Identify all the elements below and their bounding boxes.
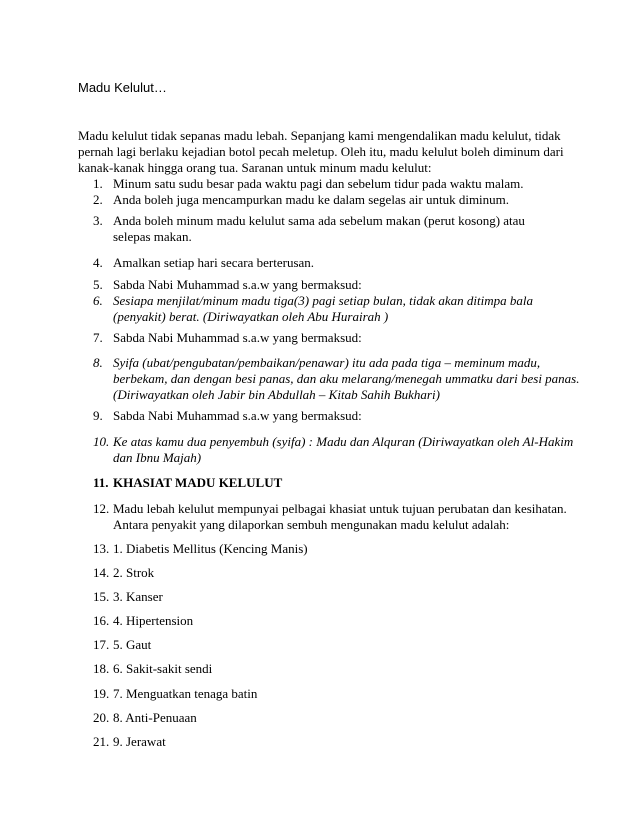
list-item-number: 18. (93, 661, 110, 676)
list-item-number: 3. (93, 213, 103, 228)
list-item (93, 176, 573, 192)
intro-line: pernah lagi berlaku kejadian botol pecah meletup. Oleh itu, madu kelulut boleh diminum dari (78, 144, 564, 159)
list-item (93, 565, 573, 581)
list-item-text: Ke atas kamu dua penyembuh (syifa) : Madu dan Alquran (Diriwayatkan oleh Al-Hakim (113, 434, 574, 449)
list-item (93, 213, 573, 245)
list-item-number: 2. (93, 192, 103, 207)
list-item (93, 661, 573, 677)
list-item-text: Syifa (ubat/pengubatan/pembaikan/penawar) itu ada pada tiga – meminum madu, (113, 355, 541, 370)
list-item-number: 20. (93, 710, 110, 725)
list-item-number: 19. (93, 686, 110, 701)
list-item-text: Antara penyakit yang dilaporkan sembuh mengunakan madu kelulut adalah: (113, 517, 510, 532)
list-item-number: 9. (93, 408, 103, 423)
list-item-number: 21. (93, 734, 110, 749)
list-item-text: (Diriwayatkan oleh Jabir bin Abdullah – Kitab Sahih Bukhari) (113, 387, 440, 402)
list-item (93, 710, 573, 726)
list-item-text: Anda boleh juga mencampurkan madu ke dalam segelas air untuk diminum. (113, 192, 510, 207)
list-item-text: Minum satu sudu besar pada waktu pagi dan sebelum tidur pada waktu malam. (113, 176, 524, 191)
list-item-text: 5. Gaut (113, 637, 152, 652)
list-item-number: 16. (93, 613, 110, 628)
intro-paragraph (78, 128, 578, 176)
list-item (93, 277, 573, 293)
list-item-number: 15. (93, 589, 110, 604)
list-item (93, 734, 573, 750)
list-item-text: 2. Strok (113, 565, 155, 580)
list-item (93, 541, 573, 557)
list-item-number: 4. (93, 255, 103, 270)
section-heading: KHASIAT MADU KELULUT (113, 475, 283, 490)
list-item-number: 11. (93, 475, 109, 490)
intro-line: Madu kelulut tidak sepanas madu lebah. Sepanjang kami mengendalikan madu kelulut, tidak (78, 128, 561, 143)
list-item-number: 6. (93, 293, 103, 308)
list-item (93, 293, 573, 325)
list-item (93, 434, 573, 466)
intro-line: kanak-kanak hingga orang tua. Saranan untuk minum madu kelulut: (78, 160, 432, 175)
list-item-text: Anda boleh minum madu kelulut sama ada sebelum makan (perut kosong) atau (113, 213, 525, 228)
list-item-text: (penyakit) berat. (Diriwayatkan oleh Abu Hurairah ) (113, 309, 389, 324)
list-item-text: selepas makan. (113, 229, 192, 244)
list-item-number: 13. (93, 541, 110, 556)
list-item-text: 4. Hipertension (113, 613, 194, 628)
list-item-number: 5. (93, 277, 103, 292)
document-title: Madu Kelulut… (78, 80, 167, 95)
list-item (93, 355, 580, 403)
list-item-number: 7. (93, 330, 103, 345)
list-item (93, 255, 573, 271)
list-item-text: Sabda Nabi Muhammad s.a.w yang bermaksud: (113, 408, 362, 423)
list-item-text: 1. Diabetis Mellitus (Kencing Manis) (113, 541, 308, 556)
list-item-number: 14. (93, 565, 110, 580)
list-item-text: 9. Jerawat (113, 734, 166, 749)
list-item (93, 408, 573, 424)
list-item (93, 501, 573, 533)
list-item (93, 192, 573, 208)
list-item-text: 8. Anti-Penuaan (113, 710, 197, 725)
list-item-number: 1. (93, 176, 103, 191)
list-item-text: Sesiapa menjilat/minum madu tiga(3) pagi setiap bulan, tidak akan ditimpa bala (113, 293, 533, 308)
list-item (93, 475, 573, 491)
list-item-text: 7. Menguatkan tenaga batin (113, 686, 258, 701)
list-item (93, 613, 573, 629)
list-item-number: 12. (93, 501, 110, 516)
list-item-number: 17. (93, 637, 110, 652)
list-item-text: 3. Kanser (113, 589, 163, 604)
list-item (93, 686, 573, 702)
list-item-text: Sabda Nabi Muhammad s.a.w yang bermaksud: (113, 277, 362, 292)
list-item-text: Madu lebah kelulut mempunyai pelbagai khasiat untuk tujuan perubatan dan kesihatan. (113, 501, 567, 516)
list-item (93, 330, 573, 346)
list-item-number: 10. (93, 434, 110, 449)
list-item-number: 8. (93, 355, 103, 370)
list-item-text: Amalkan setiap hari secara berterusan. (113, 255, 315, 270)
list-item-text: berbekam, dan dengan besi panas, dan aku melarang/menegah ummatku dari besi panas. (113, 371, 580, 386)
list-item-text: 6. Sakit-sakit sendi (113, 661, 213, 676)
list-item-text: dan Ibnu Majah) (113, 450, 202, 465)
list-item-text: Sabda Nabi Muhammad s.a.w yang bermaksud: (113, 330, 362, 345)
list-item (93, 589, 573, 605)
list-item (93, 637, 573, 653)
